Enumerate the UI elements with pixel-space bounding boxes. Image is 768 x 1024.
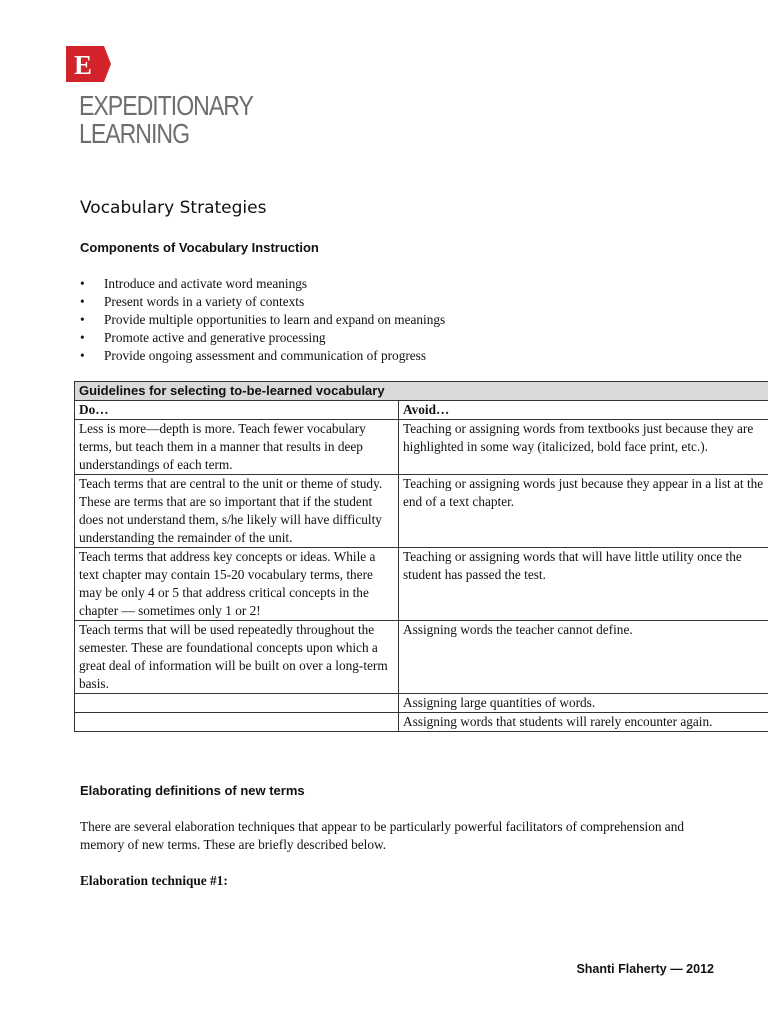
table-row — [75, 713, 768, 732]
cell-do: Teach terms that address key concepts or ideas. While a text chapter may contain 15-20 vocabulary terms, there may be only 4 or 5 that address critical concepts in the chapter — sometimes only 1 or 2! — [75, 548, 399, 621]
components-list — [80, 275, 445, 365]
table-row — [75, 621, 768, 694]
table-row — [75, 475, 768, 548]
logo-line-2: LEARNING — [79, 118, 190, 149]
cell-do — [75, 694, 399, 713]
cell-do: Teach terms that are central to the unit or theme of study. These are terms that are so important that if the student does not understand them, s/he likely will have difficulty understanding the remainder of the unit. — [75, 475, 399, 548]
guidelines-table — [74, 381, 768, 732]
cell-do — [75, 713, 399, 732]
logo-letter: E — [73, 50, 93, 80]
elaborating-heading: Elaborating definitions of new terms — [80, 783, 305, 798]
table-row — [75, 420, 768, 475]
cell-avoid: Assigning large quantities of words. — [399, 694, 768, 713]
cell-avoid: Teaching or assigning words from textbooks just because they are highlighted in some way (italicized, bold face print, etc.). — [399, 420, 768, 475]
column-header-avoid: Avoid… — [399, 401, 768, 420]
table-header-row — [75, 401, 768, 420]
list-item: • Provide multiple opportunities to learn and expand on meanings — [80, 311, 445, 329]
technique-heading: Elaboration technique #1: — [80, 873, 228, 888]
list-item: • Promote active and generative processing — [80, 329, 445, 347]
cell-avoid: Assigning words the teacher cannot define. — [399, 621, 768, 694]
elaborating-paragraph: There are several elaboration techniques that appear to be particularly powerful facilitators of comprehension and memory of new terms. These are briefly described below. — [80, 819, 685, 852]
cell-do: Teach terms that will be used repeatedly throughout the semester. These are foundational concepts upon which a great deal of information will be built on over a long-term basis. — [75, 621, 399, 694]
logo-line-1: EXPEDITIONARY — [79, 90, 253, 121]
page-title: Vocabulary Strategies — [80, 198, 267, 218]
components-heading: Components of Vocabulary Instruction — [80, 240, 319, 255]
table-row — [75, 694, 768, 713]
column-header-do: Do… — [75, 401, 399, 420]
table-caption-row — [75, 382, 768, 401]
cell-avoid: Teaching or assigning words just because they appear in a list at the end of a text chapter. — [399, 475, 768, 548]
list-item: • Provide ongoing assessment and communication of progress — [80, 347, 445, 365]
table-row — [75, 548, 768, 621]
cell-avoid: Assigning words that students will rarely encounter again. — [399, 713, 768, 732]
list-item: • Introduce and activate word meanings — [80, 275, 445, 293]
logo-wordmark — [79, 92, 253, 148]
el-logo-icon — [66, 46, 111, 82]
list-item: • Present words in a variety of contexts — [80, 293, 445, 311]
cell-avoid: Teaching or assigning words that will have little utility once the student has passed the test. — [399, 548, 768, 621]
table-caption: Guidelines for selecting to-be-learned vocabulary — [75, 382, 768, 401]
cell-do: Less is more—depth is more. Teach fewer vocabulary terms, but teach them in a manner that results in deep understandings of each term. — [75, 420, 399, 475]
footer-author: Shanti Flaherty — 2012 — [576, 962, 714, 976]
